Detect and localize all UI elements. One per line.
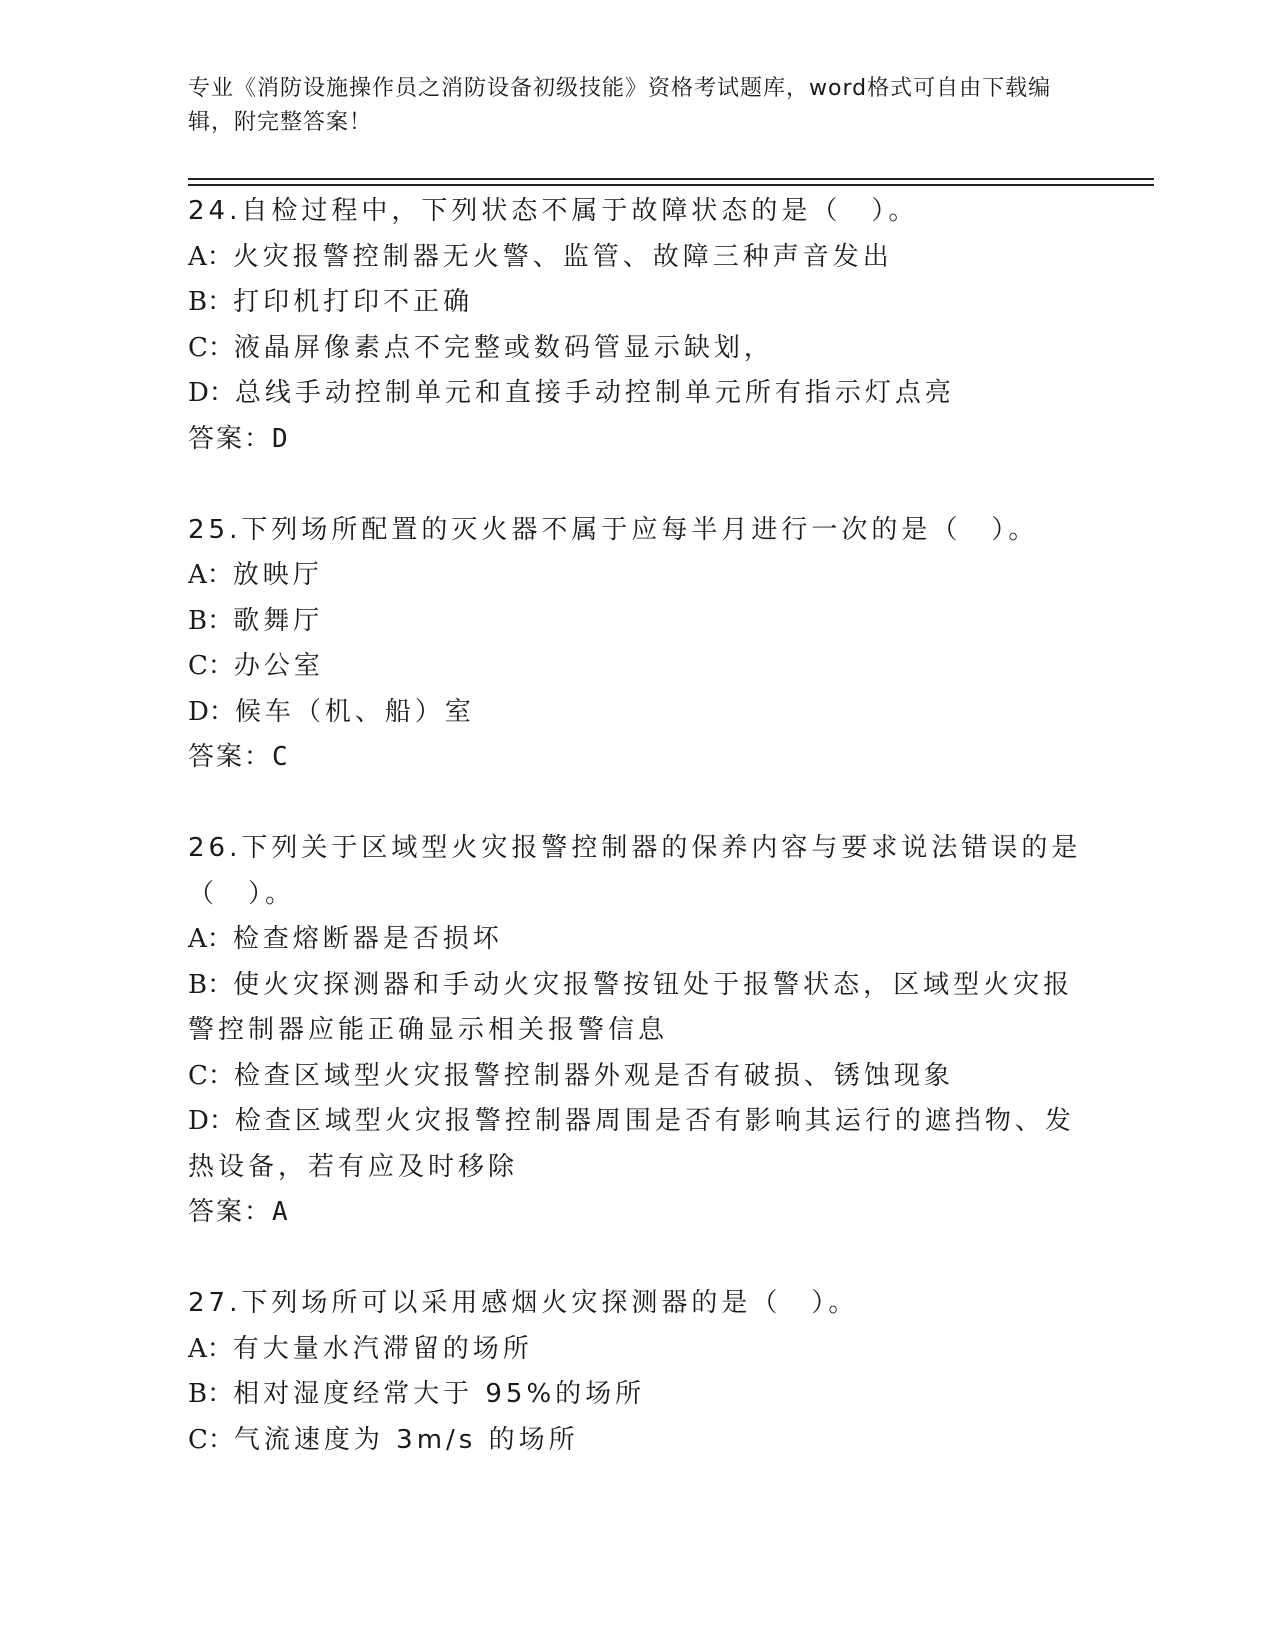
option-label: D：	[188, 1106, 235, 1136]
option-c	[188, 326, 1088, 372]
option-a	[188, 553, 1088, 599]
option-label: C：	[188, 1060, 234, 1091]
document-header	[188, 72, 1068, 140]
option-text: 使火灾探测器和手动火灾报警按钮处于报警状态，区域型火灾报警控制器应能正确显示相关报警信息	[188, 969, 1074, 1045]
option-label: D：	[188, 696, 235, 727]
option-b	[188, 1372, 1088, 1418]
question-list	[188, 189, 1088, 1463]
answer-value: D	[272, 423, 288, 454]
question-24	[188, 189, 1088, 462]
answer-label: 答案：	[188, 1197, 273, 1227]
option-d	[188, 1099, 1088, 1190]
option-label: D：	[188, 378, 235, 408]
option-label: B：	[188, 287, 234, 317]
question-spacer	[188, 1236, 1088, 1282]
option-label: C：	[188, 332, 234, 363]
option-b	[188, 599, 1088, 645]
option-d	[188, 371, 1088, 417]
question-26	[188, 826, 1088, 1236]
header-divider-bottom	[188, 184, 1154, 186]
option-a	[188, 917, 1088, 963]
question-stem: 25.下列场所配置的灭火器不属于应每半月进行一次的是（ ）。	[188, 514, 1039, 545]
option-text: 检查熔断器是否损坏	[232, 924, 503, 954]
option-text: 火灾报警控制器无火警、监管、故障三种声音发出	[232, 241, 893, 272]
option-a	[188, 1327, 1088, 1373]
option-text: 放映厅	[232, 560, 323, 590]
option-text: 打印机打印不正确	[233, 287, 474, 317]
header-divider-top	[188, 178, 1154, 180]
option-label: A：	[188, 1333, 233, 1364]
answer-label: 答案：	[188, 742, 273, 772]
option-label: A：	[188, 924, 233, 954]
option-label: B：	[188, 1379, 234, 1409]
option-label: A：	[188, 241, 233, 272]
option-label: B：	[188, 969, 234, 1000]
answer-label: 答案：	[188, 423, 273, 454]
answer-line	[188, 1190, 1088, 1236]
answer-value: C	[272, 742, 288, 772]
option-text: 检查区域型火灾报警控制器外观是否有破损、锈蚀现象	[233, 1060, 954, 1091]
option-d	[188, 690, 1088, 736]
option-text: 总线手动控制单元和直接手动控制单元所有指示灯点亮	[234, 378, 955, 408]
option-text: 歌舞厅	[233, 605, 324, 636]
option-label: C：	[188, 1424, 234, 1455]
option-label: A：	[188, 560, 233, 590]
option-text: 气流速度为 3m/s 的场所	[233, 1424, 579, 1455]
option-c	[188, 1418, 1088, 1464]
question-stem: 26.下列关于区域型火灾报警控制器的保养内容与要求说法错误的是（ ）。	[188, 833, 1082, 909]
question-spacer	[188, 781, 1088, 827]
answer-line	[188, 735, 1088, 781]
option-text: 相对湿度经常大于 95%的场所	[233, 1379, 646, 1409]
question-stem: 27.下列场所可以采用感烟火灾探测器的是（ ）。	[188, 1288, 859, 1318]
question-25	[188, 508, 1088, 781]
option-b	[188, 280, 1088, 326]
header-text: 专业《消防设施操作员之消防设备初级技能》资格考试题库，word格式可自由下载编辑，附完整答案！	[188, 76, 1052, 135]
option-text: 有大量水汽滞留的场所	[232, 1333, 533, 1364]
question-27	[188, 1281, 1088, 1463]
option-label: C：	[188, 651, 234, 681]
option-text: 检查区域型火灾报警控制器周围是否有影响其运行的遮挡物、发热设备，若有应及时移除	[188, 1106, 1075, 1182]
option-text: 办公室	[233, 651, 324, 681]
option-a	[188, 235, 1088, 281]
option-b	[188, 963, 1088, 1054]
option-text: 液晶屏像素点不完整或数码管显示缺划，	[233, 332, 774, 363]
option-text: 候车（机、船）室	[234, 696, 475, 727]
question-spacer	[188, 462, 1088, 508]
option-c	[188, 1054, 1088, 1100]
option-label: B：	[188, 605, 234, 636]
answer-line	[188, 417, 1088, 463]
option-c	[188, 644, 1088, 690]
answer-value: A	[272, 1197, 288, 1227]
question-stem: 24.自检过程中，下列状态不属于故障状态的是（ ）。	[188, 196, 919, 226]
